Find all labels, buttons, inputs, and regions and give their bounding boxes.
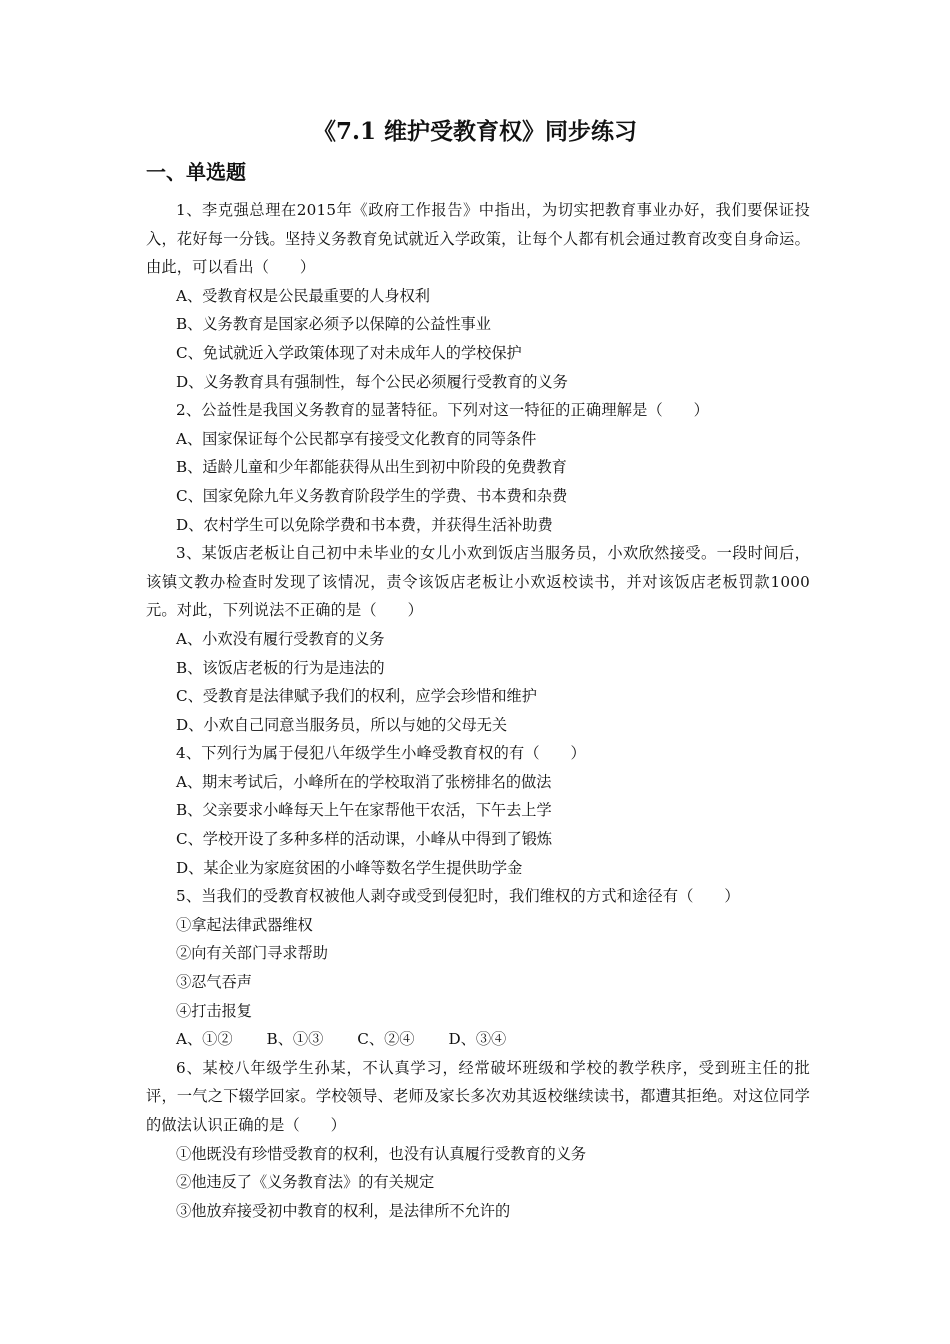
option: B、适龄儿童和少年都能获得从出生到初中阶段的免费教育 bbox=[176, 458, 567, 477]
statement: ③他放弃接受初中教育的权利，是法律所不允许的 bbox=[176, 1201, 511, 1220]
statement: ②向有关部门寻求帮助 bbox=[176, 944, 328, 963]
option: B、父亲要求小峰每天上午在家帮他干农活，下午去上学 bbox=[176, 801, 552, 820]
question-stem: 3、某饭店老板让自己初中未毕业的女儿小欢到饭店当服务员，小欢欣然接受。一段时间后，该镇文教办检查时发现了该情况，责令该饭店老板让小欢返校读书，并对该饭店老板罚款1000元。对此，下列说法不正确的是（ ） bbox=[146, 544, 810, 620]
choice: B、①③ bbox=[266, 1030, 324, 1049]
option: D、农村学生可以免除学费和书本费，并获得生活补助费 bbox=[176, 515, 553, 534]
question-stem: 4、下列行为属于侵犯八年级学生小峰受教育权的有（ ） bbox=[176, 744, 586, 763]
option: C、国家免除九年义务教育阶段学生的学费、书本费和杂费 bbox=[176, 486, 568, 505]
choice: A、①② bbox=[176, 1030, 233, 1049]
option: D、小欢自己同意当服务员，所以与她的父母无关 bbox=[176, 715, 508, 734]
section-heading: 一、单选题 bbox=[146, 160, 246, 184]
option: C、免试就近入学政策体现了对未成年人的学校保护 bbox=[176, 343, 522, 362]
question-stem: 2、公益性是我国义务教育的显著特征。下列对这一特征的正确理解是（ ） bbox=[176, 401, 710, 420]
option: A、国家保证每个公民都享有接受文化教育的同等条件 bbox=[176, 429, 537, 448]
option: B、义务教育是国家必须予以保障的公益性事业 bbox=[176, 315, 491, 334]
statement: ③忍气吞声 bbox=[176, 973, 252, 992]
option: B、该饭店老板的行为是违法的 bbox=[176, 658, 385, 677]
option: C、受教育是法律赋予我们的权利，应学会珍惜和维护 bbox=[176, 687, 537, 706]
option: D、义务教育具有强制性，每个公民必须履行受教育的义务 bbox=[176, 372, 568, 391]
statement: ①他既没有珍惜受教育的权利，也没有认真履行受教育的义务 bbox=[176, 1144, 587, 1163]
option: A、受教育权是公民最重要的人身权利 bbox=[176, 286, 430, 305]
option: A、小欢没有履行受教育的义务 bbox=[176, 629, 385, 648]
question-stem: 1、李克强总理在2015年《政府工作报告》中指出，为切实把教育事业办好，我们要保证投入，花好每一分钱。坚持义务教育免试就近入学政策，让每个人都有机会通过教育改变自身命运。由此，可以看出（ ） bbox=[146, 201, 810, 277]
question-stem: 5、当我们的受教育权被他人剥夺或受到侵犯时，我们维权的方式和途径有（ ） bbox=[176, 887, 740, 906]
option: C、学校开设了多种多样的活动课，小峰从中得到了锻炼 bbox=[176, 830, 553, 849]
document-title: 《7.1 维护受教育权》同步练习 bbox=[312, 118, 638, 145]
statement: ④打击报复 bbox=[176, 1001, 252, 1020]
statement: ②他违反了《义务教育法》的有关规定 bbox=[176, 1173, 435, 1192]
statement: ①拿起法律武器维权 bbox=[176, 915, 313, 934]
question-list bbox=[146, 196, 810, 1225]
question-stem: 6、某校八年级学生孙某，不认真学习，经常破坏班级和学校的教学秩序，受到班主任的批评，一气之下辍学回家。学校领导、老师及家长多次劝其返校继续读书，都遭其拒绝。对这位同学的做法认识正确的是（ ） bbox=[146, 1058, 810, 1134]
option: D、某企业为家庭贫困的小峰等数名学生提供助学金 bbox=[176, 858, 523, 877]
choice: D、③④ bbox=[448, 1030, 507, 1049]
choice: C、②④ bbox=[357, 1030, 415, 1049]
option: A、期末考试后，小峰所在的学校取消了张榜排名的做法 bbox=[176, 772, 552, 791]
choice-row bbox=[146, 1025, 810, 1054]
